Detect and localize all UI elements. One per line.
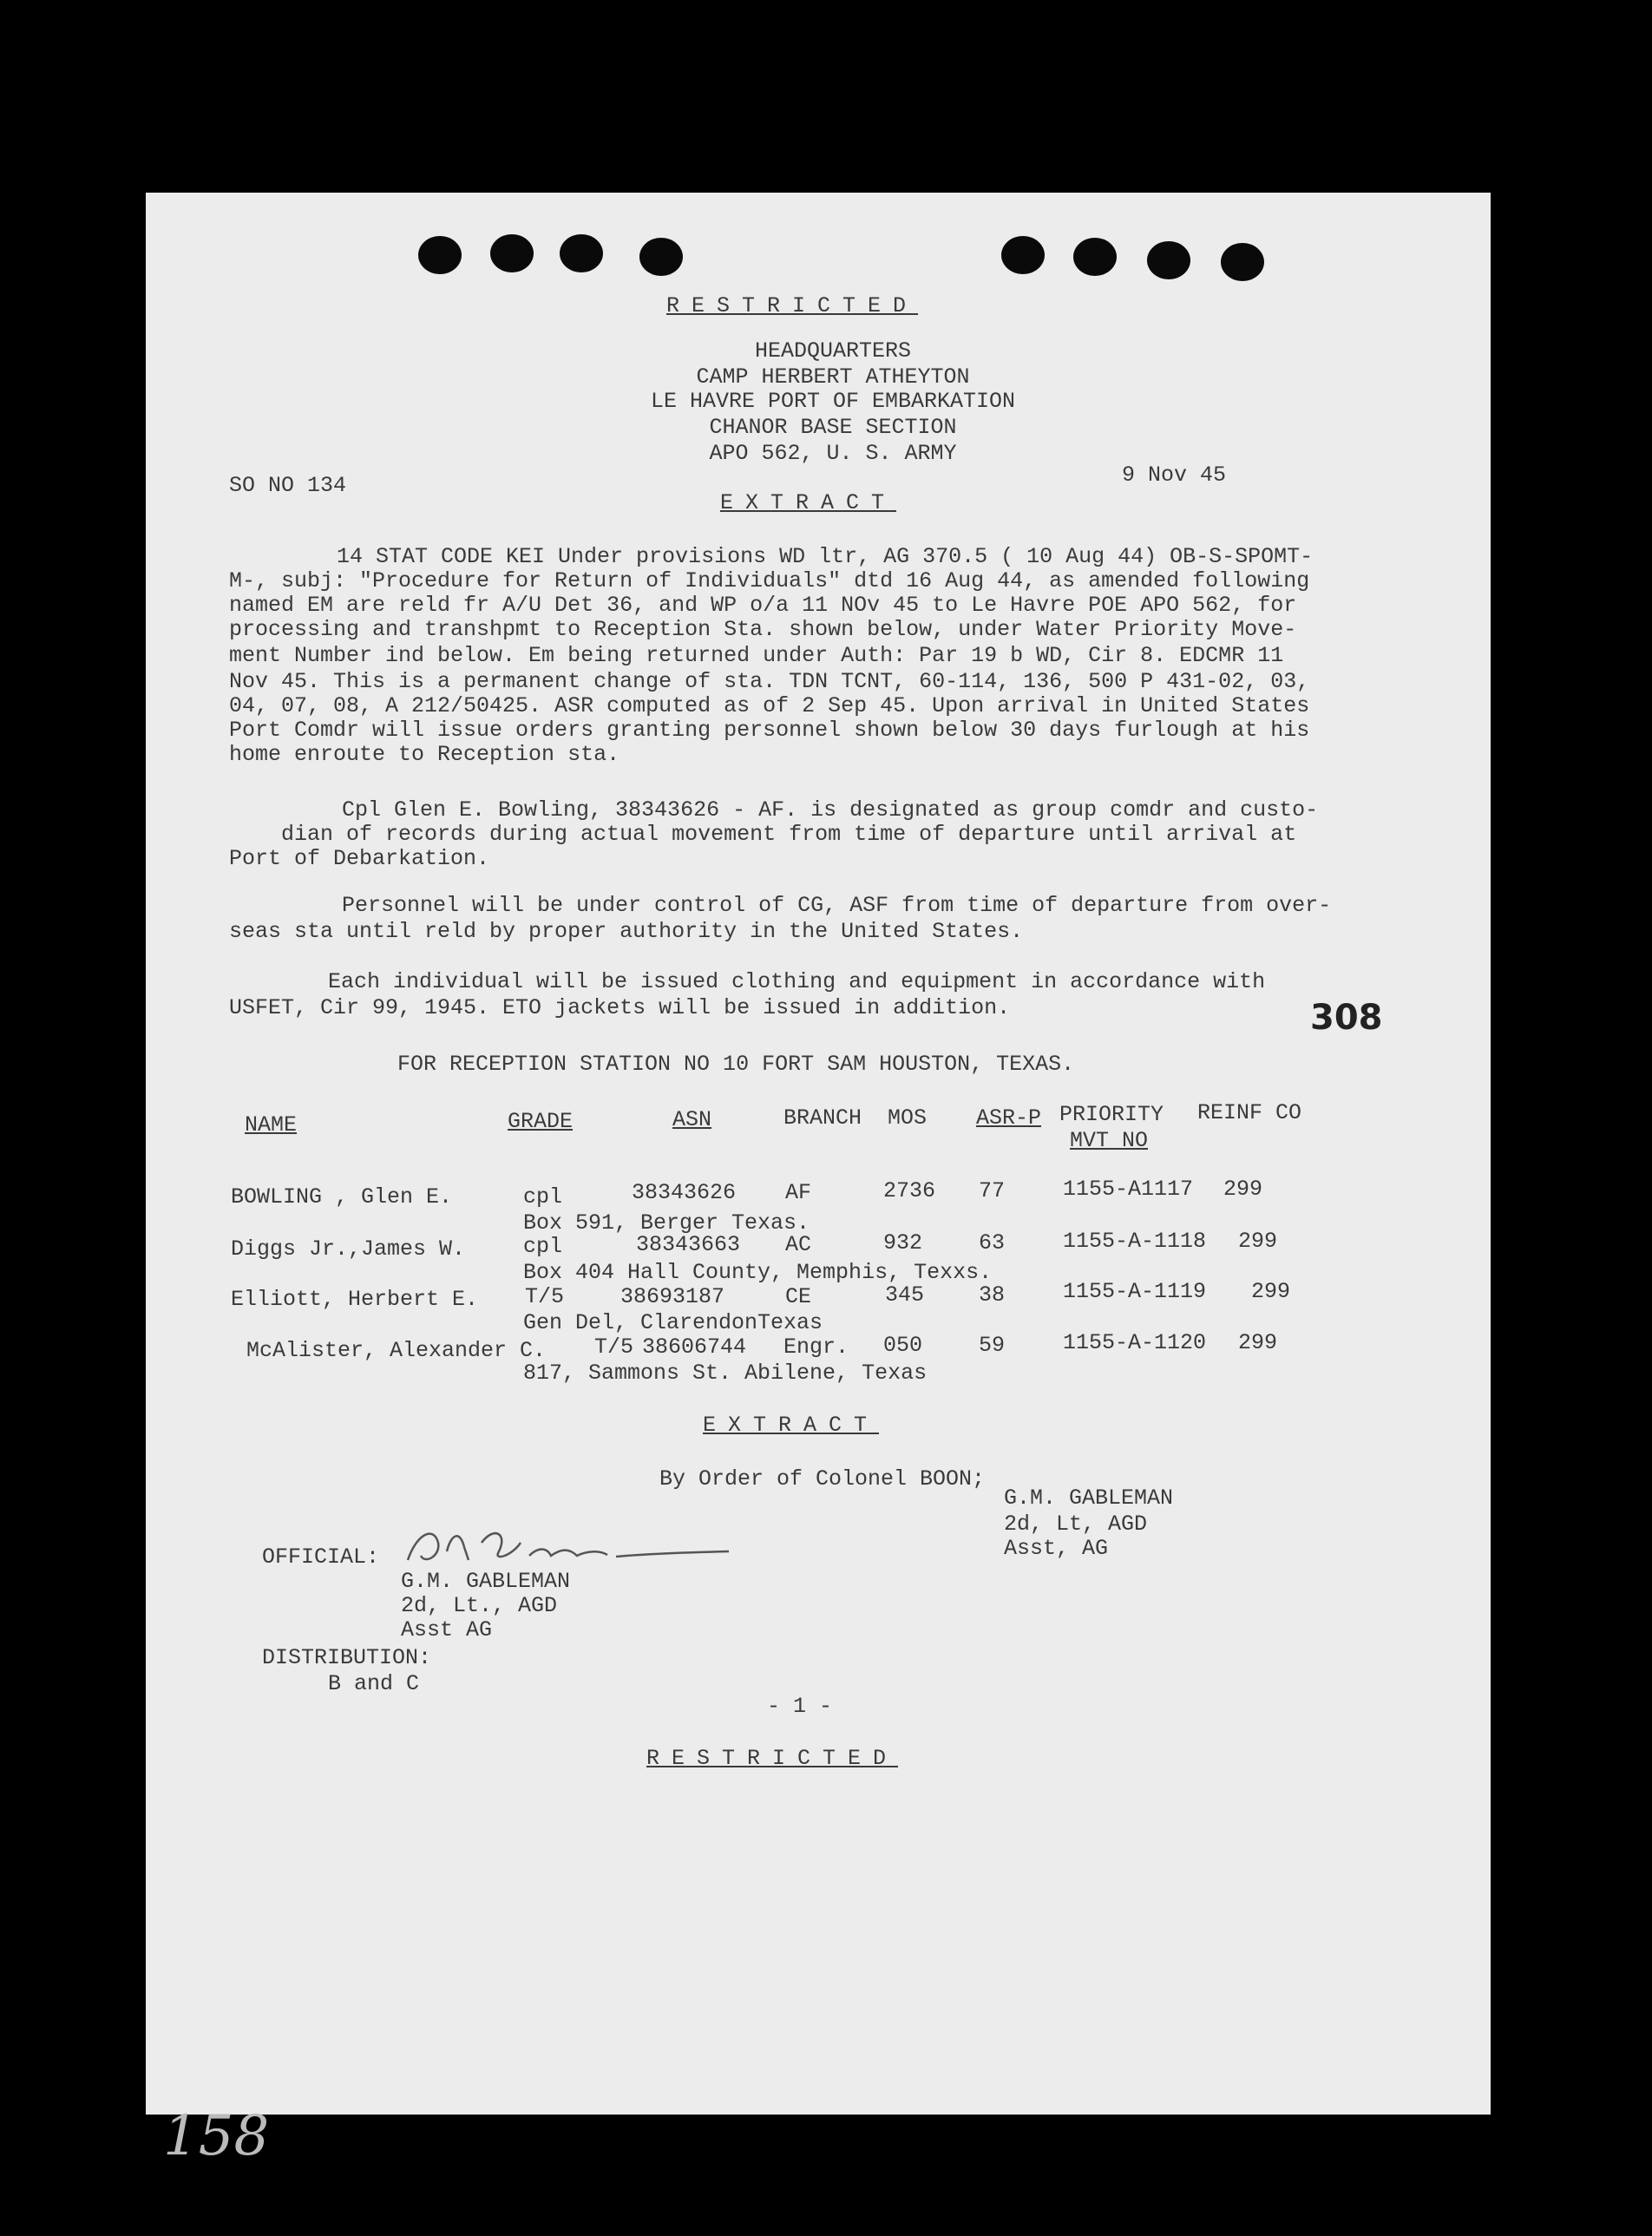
punch-hole	[1221, 243, 1264, 281]
hq-line: CAMP HERBERT ATHEYTON	[696, 364, 970, 390]
row2-mvt: 1155-A-1118	[1063, 1229, 1207, 1254]
paragraph-line: Port Comdr will issue orders granting personnel shown below 30 days furlough at his	[229, 718, 1310, 743]
hq-line: APO 562, U. S. ARMY	[709, 441, 957, 466]
punch-hole	[639, 238, 683, 276]
col-header-reinf: REINF CO	[1197, 1100, 1302, 1125]
row4-name: McAlister, Alexander C.	[246, 1338, 547, 1363]
row1-mos: 2736	[883, 1178, 936, 1203]
signer-right-name: G.M. GABLEMAN	[1004, 1485, 1174, 1511]
paragraph-line: seas sta until reld by proper authority in the United States.	[229, 919, 1024, 944]
row1-mvt: 1155-A1117	[1063, 1177, 1194, 1202]
row3-mos: 345	[885, 1282, 925, 1308]
col-header-name: NAME	[245, 1112, 298, 1138]
row1-branch: AF	[785, 1180, 812, 1205]
reception-station: FOR RECEPTION STATION NO 10 FORT SAM HOUSTON, TEXAS.	[397, 1052, 1075, 1077]
row1-asn: 38343626	[632, 1180, 737, 1205]
paragraph-line: ment Number ind below. Em being returned under Auth: Par 19 b WD, Cir 8. EDCMR 11	[229, 643, 1284, 668]
row3-branch: CE	[785, 1284, 812, 1309]
row2-branch: AC	[785, 1232, 812, 1257]
row1-name: BOWLING , Glen E.	[231, 1184, 453, 1210]
row1-grade: cpl	[523, 1184, 563, 1210]
row4-mvt: 1155-A-1120	[1063, 1330, 1207, 1355]
col-header-branch: BRANCH	[783, 1105, 862, 1131]
row3-grade: T/5	[525, 1284, 565, 1309]
signer-right-title: Asst, AG	[1004, 1536, 1109, 1561]
row4-branch: Engr.	[783, 1334, 849, 1360]
paragraph-line: processing and transhpmt to Reception Sta. shown below, under Water Priority Move-	[229, 617, 1297, 642]
signer-left-name: G.M. GABLEMAN	[401, 1569, 571, 1594]
paragraph-line: Each individual will be issued clothing and equipment in accordance with	[328, 969, 1266, 994]
page-number: - 1 -	[767, 1694, 833, 1719]
col-header-mvt: MVT NO	[1070, 1128, 1149, 1153]
signer-left-rank: 2d, Lt., AGD	[401, 1593, 558, 1618]
classification-top: RESTRICTED	[666, 293, 919, 318]
row3-asn: 38693187	[620, 1284, 725, 1309]
signer-left-title: Asst AG	[401, 1617, 493, 1643]
distribution-label: DISTRIBUTION:	[262, 1645, 432, 1670]
row4-asr: 59	[979, 1333, 1006, 1358]
paragraph-line: named EM are reld fr A/U Det 36, and WP o/a 11 NOv 45 to Le Havre POE APO 562, for	[229, 593, 1297, 618]
paragraph-line: Port of Debarkation.	[229, 846, 490, 871]
extract-title-footer: EXTRACT	[703, 1413, 880, 1438]
hq-line: CHANOR BASE SECTION	[709, 415, 957, 440]
paragraph-line: M-, subj: "Procedure for Return of Individuals" dtd 16 Aug 44, as amended following	[229, 568, 1310, 593]
row4-co: 299	[1238, 1330, 1278, 1355]
row3-name: Elliott, Herbert E.	[231, 1287, 479, 1312]
paragraph-line: 04, 07, 08, A 212/50425. ASR computed as of 2 Sep 45. Upon arrival in United States	[229, 693, 1310, 718]
row2-asr: 63	[979, 1230, 1006, 1256]
paragraph-line: home enroute to Reception sta.	[229, 742, 620, 767]
row2-grade: cpl	[523, 1234, 563, 1259]
row2-name: Diggs Jr.,James W.	[231, 1236, 466, 1262]
row2-asn: 38343663	[636, 1232, 741, 1257]
row4-asn: 38606744	[642, 1334, 747, 1360]
row4-address: 817, Sammons St. Abilene, Texas	[523, 1361, 928, 1386]
signer-right-rank: 2d, Lt, AGD	[1004, 1511, 1148, 1537]
row1-asr: 77	[979, 1178, 1006, 1203]
row3-mvt: 1155-A-1119	[1063, 1279, 1207, 1304]
punch-hole	[418, 236, 462, 274]
row1-co: 299	[1223, 1177, 1263, 1202]
col-header-mos: MOS	[888, 1105, 928, 1131]
row4-mos: 050	[883, 1333, 923, 1358]
col-header-grade: GRADE	[508, 1109, 574, 1134]
col-header-asr: ASR-P	[976, 1105, 1042, 1131]
page-stamp: 308	[1310, 998, 1383, 1038]
hq-line: LE HAVRE PORT OF EMBARKATION	[650, 389, 1016, 414]
punch-hole	[490, 234, 534, 272]
order-date: 9 Nov 45	[1122, 462, 1227, 488]
classification-bottom: RESTRICTED	[646, 1746, 899, 1771]
paragraph-line: Cpl Glen E. Bowling, 38343626 - AF. is designated as group comdr and custo-	[342, 797, 1319, 823]
row1-address: Box 591, Berger Texas.	[523, 1210, 810, 1236]
punch-hole	[1147, 241, 1190, 279]
paragraph-line: dian of records during actual movement from time of departure until arrival at	[281, 822, 1297, 847]
handwritten-number: 158	[163, 2104, 270, 2168]
col-header-asn: ASN	[672, 1107, 712, 1132]
distribution-value: B and C	[328, 1671, 420, 1696]
row2-address: Box 404 Hall County, Memphis, Texxs.	[523, 1260, 993, 1285]
document-sheet	[146, 193, 1491, 2115]
row4-grade: T/5	[594, 1334, 634, 1360]
punch-hole	[1073, 238, 1117, 276]
row2-co: 299	[1238, 1229, 1278, 1254]
so-number: SO NO 134	[229, 473, 347, 498]
col-header-priority: PRIORITY	[1059, 1102, 1164, 1127]
punch-hole	[1001, 236, 1045, 274]
row3-address: Gen Del, ClarendonTexas	[523, 1310, 823, 1335]
row2-mos: 932	[883, 1230, 923, 1256]
hq-line: HEADQUARTERS	[754, 338, 912, 364]
paragraph-line: Personnel will be under control of CG, ASF from time of departure from over-	[342, 893, 1332, 918]
row3-asr: 38	[979, 1282, 1006, 1308]
paragraph-line: 14 STAT CODE KEI Under provisions WD ltr, AG 370.5 ( 10 Aug 44) OB-S-SPOMT-	[337, 544, 1314, 569]
row3-co: 299	[1251, 1279, 1291, 1304]
by-order-line: By Order of Colonel BOON;	[659, 1466, 986, 1492]
official-label: OFFICIAL:	[262, 1544, 380, 1570]
punch-hole	[560, 234, 603, 272]
paragraph-line: USFET, Cir 99, 1945. ETO jackets will be issued in addition.	[229, 995, 1011, 1020]
extract-title: EXTRACT	[720, 490, 897, 515]
paragraph-line: Nov 45. This is a permanent change of sta. TDN TCNT, 60-114, 136, 500 P 431-02, 03,	[229, 669, 1310, 694]
